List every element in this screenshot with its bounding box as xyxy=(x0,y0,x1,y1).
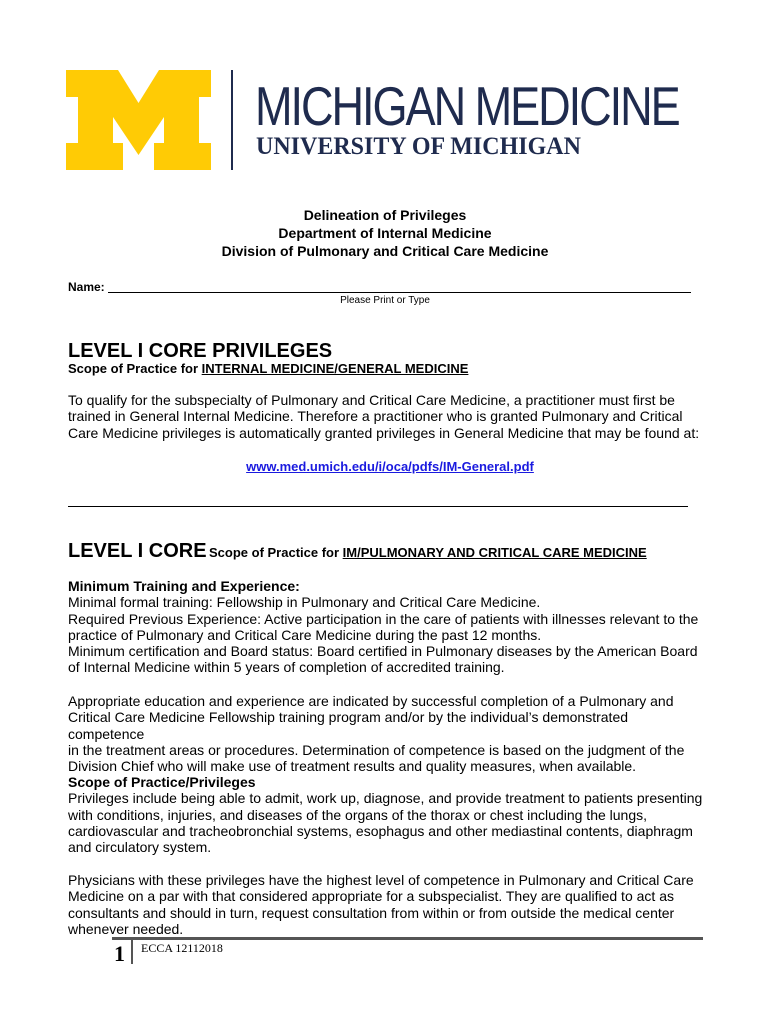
doc-title-line3: Division of Pulmonary and Critical Care Medicine xyxy=(221,243,549,259)
block-m-shape xyxy=(66,70,211,170)
logo-divider xyxy=(231,70,233,170)
logo-subtitle: UNIVERSITY OF MICHIGAN xyxy=(256,133,581,160)
core-scope-target: IM/PULMONARY AND CRITICAL CARE MEDICINE xyxy=(342,545,647,560)
level1-scope xyxy=(68,361,468,376)
paragraph-line: Minimal formal training: Fellowship in Pulmonary and Critical Care Medicine. xyxy=(68,594,541,611)
privileges-section xyxy=(68,774,708,855)
level1-paragraph xyxy=(68,392,708,441)
michigan-block-m-logo xyxy=(66,70,211,170)
section-separator xyxy=(68,506,688,507)
core-scope xyxy=(209,545,647,560)
footer-vertical-rule xyxy=(131,940,133,964)
training-section xyxy=(68,578,708,676)
paragraph-line: Division Chief who will make use of treatment results and quality measures, when available. xyxy=(68,758,637,775)
paragraph-line: Required Previous Experience: Active participation in the care of patients with illnesses relevant to the xyxy=(68,610,699,627)
paragraph-line: in the treatment areas or procedures. Determination of competence is based on the judgment of the xyxy=(68,741,685,758)
doc-title-line1: Delineation of Privileges xyxy=(303,207,467,223)
name-input-line[interactable] xyxy=(108,292,691,293)
paragraph-line: Physicians with these privileges have the highest level of competence in Pulmonary and Critical Care xyxy=(68,872,694,888)
paragraph-line: cardiovascular and tracheobronchial systems, esophagus and other mediastinal contents, diaphragm xyxy=(68,822,693,839)
name-label: Name: xyxy=(68,280,105,294)
paragraph-line: To qualify for the subspecialty of Pulmonary and Critical Care Medicine, a practitioner must first be xyxy=(68,392,675,408)
paragraph-line: and circulatory system. xyxy=(68,839,212,856)
paragraph-line: Critical Care Medicine Fellowship training program and/or by the individual’s demonstrated competence xyxy=(68,709,629,742)
name-hint: Please Print or Type xyxy=(340,295,430,306)
paragraph-line: of Internal Medicine within 5 years of completion of accredited training. xyxy=(68,659,505,676)
level1-scope-target: INTERNAL MEDICINE/GENERAL MEDICINE xyxy=(201,361,469,376)
paragraph-line: Minimum certification and Board status: Board certified in Pulmonary diseases by the American Board xyxy=(68,643,698,660)
privileges-heading: Scope of Practice/Privileges xyxy=(68,774,256,790)
level1-scope-prefix: Scope of Practice for xyxy=(68,361,202,376)
paragraph-line: practice of Pulmonary and Critical Care Medicine during the past 12 months. xyxy=(68,626,542,643)
paragraph-line: Medicine on a par with that considered appropriate for a subspecialist. They are qualified to act as xyxy=(68,888,674,905)
paragraph-line: trained in General Internal Medicine. Therefore a practitioner who is granted Pulmonary and Critical xyxy=(68,408,683,425)
paragraph-line: Care Medicine privileges is automatically granted privileges in General Medicine that may be found at: xyxy=(68,424,700,441)
training-heading: Minimum Training and Experience: xyxy=(68,578,300,594)
core-heading: LEVEL I CORE xyxy=(68,540,207,562)
core-scope-prefix: Scope of Practice for xyxy=(209,545,343,560)
paragraph-line: Privileges include being able to admit, work up, diagnose, and provide treatment to patients presenting xyxy=(68,790,703,807)
paragraph-line: whenever needed. xyxy=(68,920,184,937)
paragraph-line: consultants and should in turn, request consultation from within or from outside the medical center xyxy=(68,904,675,921)
footer-code: ECCA 12112018 xyxy=(141,941,223,955)
page-number: 1 xyxy=(114,941,125,966)
physicians-paragraph xyxy=(68,872,708,937)
footer-rule xyxy=(112,937,703,940)
level1-heading: LEVEL I CORE PRIVILEGES xyxy=(68,340,333,362)
paragraph-line: Appropriate education and experience are indicated by successful completion of a Pulmonary and xyxy=(68,693,674,709)
education-paragraph xyxy=(68,693,708,774)
doc-title-line2: Department of Internal Medicine xyxy=(278,225,492,241)
logo-title: MICHIGAN MEDICINE xyxy=(255,75,679,137)
paragraph-line: with conditions, injuries, and diseases of the organs of the thorax or chest including the lungs, xyxy=(68,806,648,823)
im-general-link[interactable]: www.med.umich.edu/i/oca/pdfs/IM-General.pdf xyxy=(246,459,534,474)
